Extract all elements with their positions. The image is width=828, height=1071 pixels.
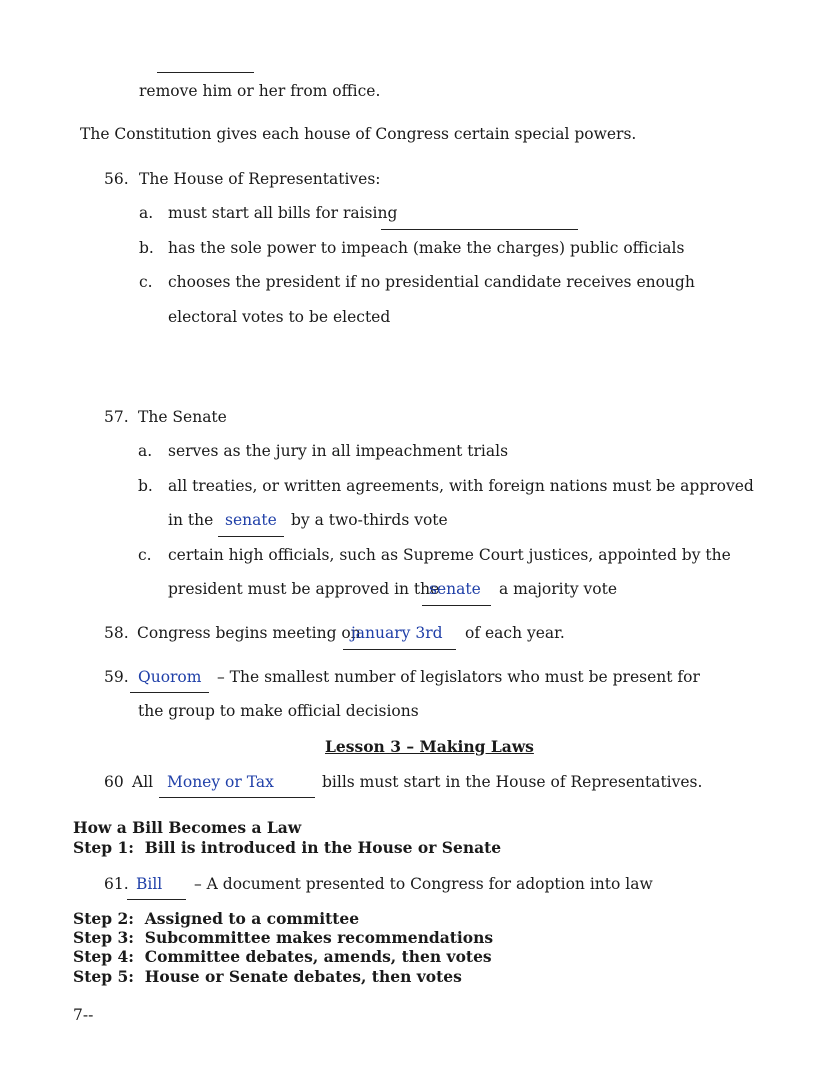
q61-post: – A document presented to Congress for adoption into law — [194, 875, 653, 893]
q59-number: 59. — [104, 668, 129, 686]
q56-b-text: has the sole power to impeach (make the charges) public officials — [168, 239, 685, 257]
q60-number: 60 — [104, 773, 124, 791]
q57-b-marker: b. — [138, 477, 153, 495]
step-3: Step 3: Subcommittee makes recommendations — [73, 928, 494, 947]
q58-answer[interactable]: january 3rd — [351, 624, 443, 642]
q57-c-text: certain high officials, such as Supreme Court justices, appointed by the — [168, 546, 731, 564]
q57-title: The Senate — [138, 408, 227, 426]
q57-b-post: by a two-thirds vote — [291, 511, 448, 529]
q59-blank[interactable] — [130, 692, 209, 693]
q57-a-text: serves as the jury in all impeachment trials — [168, 442, 509, 460]
q56-b-marker: b. — [139, 239, 154, 257]
step-1: Step 1: Bill is introduced in the House or Senate — [73, 838, 502, 857]
q56-title: The House of Representatives: — [139, 170, 381, 188]
step-2: Step 2: Assigned to a committee — [73, 909, 360, 928]
q56-number: 56. — [104, 170, 129, 188]
q61-number: 61. — [104, 875, 129, 893]
q56-c-marker: c. — [139, 273, 153, 291]
answer-blank-top[interactable] — [157, 72, 254, 73]
bill-heading: How a Bill Becomes a Law — [73, 818, 302, 837]
q57-b-pre: in the — [168, 511, 214, 529]
q56-a-marker: a. — [139, 204, 154, 222]
q60-post: bills must start in the House of Representatives. — [322, 773, 703, 791]
q57-b-answer[interactable]: senate — [225, 511, 277, 529]
q56-a-text: must start all bills for raising — [168, 204, 398, 222]
q60-pre: All — [132, 773, 154, 791]
q58-post: of each year. — [465, 624, 565, 642]
step-4: Step 4: Committee debates, amends, then votes — [73, 947, 492, 966]
q60-blank[interactable] — [159, 797, 315, 798]
q58-pre: Congress begins meeting on — [137, 624, 361, 642]
q59-line-2: the group to make official decisions — [138, 702, 419, 720]
q57-b-blank[interactable] — [218, 536, 284, 537]
step-5: Step 5: House or Senate debates, then votes — [73, 967, 462, 986]
page-number: 7-- — [73, 1006, 94, 1024]
q61-answer[interactable]: Bill — [136, 875, 163, 893]
q57-a-marker: a. — [138, 442, 153, 460]
q56-c-text-2: electoral votes to be elected — [168, 308, 391, 326]
q59-answer[interactable]: Quorom — [138, 668, 202, 686]
q57-c-post: a majority vote — [499, 580, 618, 598]
q56-c-text: chooses the president if no presidential candidate receives enough — [168, 273, 695, 291]
q57-c-pre: president must be approved in the — [168, 580, 440, 598]
intro-text: The Constitution gives each house of Congress certain special powers. — [80, 125, 637, 143]
q57-b-text: all treaties, or written agreements, with foreign nations must be approved — [168, 477, 754, 495]
q56-a-blank[interactable] — [381, 229, 578, 230]
q58-blank[interactable] — [343, 649, 456, 650]
q57-number: 57. — [104, 408, 129, 426]
top-fragment: remove him or her from office. — [139, 82, 381, 100]
q58-number: 58. — [104, 624, 129, 642]
q57-c-marker: c. — [138, 546, 152, 564]
q60-answer[interactable]: Money or Tax — [167, 773, 274, 791]
q57-c-blank[interactable] — [422, 605, 491, 606]
q57-c-answer[interactable]: senate — [429, 580, 481, 598]
lesson-heading: Lesson 3 – Making Laws — [325, 737, 534, 756]
q61-blank[interactable] — [127, 899, 186, 900]
q59-post: – The smallest number of legislators who must be present for — [217, 668, 700, 686]
